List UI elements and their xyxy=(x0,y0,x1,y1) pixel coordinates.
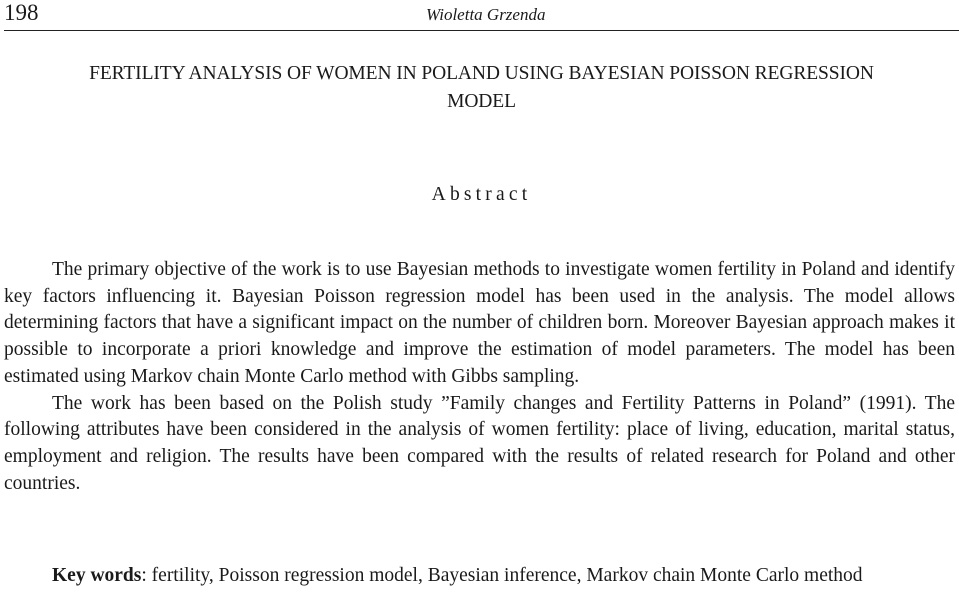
header-rule xyxy=(4,30,959,31)
paper-title-line-2: MODEL xyxy=(447,91,516,112)
page-number: 198 xyxy=(4,0,39,25)
paper-title-line-1: FERTILITY ANALYSIS OF WOMEN IN POLAND USING BAYESIAN POISSON REGRESSION xyxy=(89,63,874,84)
abstract-heading: Abstract xyxy=(431,184,532,205)
running-author: Wioletta Grzenda xyxy=(426,5,546,24)
abstract-paragraph-2: The work has been based on the Polish study ”Family changes and Fertility Patterns in Poland” (1991). The following attributes have been considered in the analysis of women fertility: place of living, education, marital status, employment and religion. The results have been compared with the results of related research for Poland and other countries. xyxy=(4,392,955,494)
keywords-label: Key words xyxy=(52,565,142,586)
running-header xyxy=(4,0,959,30)
abstract-body xyxy=(4,257,955,497)
keywords-line xyxy=(4,563,955,590)
paper-title xyxy=(4,60,959,116)
abstract-paragraph-1: The primary objective of the work is to use Bayesian methods to investigate women fertility in Poland and identify key factors influencing it. Bayesian Poisson regression model has been used in the analysis. The model allows determining factors that have a significant impact on the number of children born. Moreover Bayesian approach makes it possible to incorporate a priori knowledge and improve the estimation of model parameters. The model has been estimated using Markov chain Monte Carlo method with Gibbs sampling. xyxy=(4,259,955,387)
keywords-text: : fertility, Poisson regression model, Bayesian inference, Markov chain Monte Carlo method xyxy=(141,565,863,586)
